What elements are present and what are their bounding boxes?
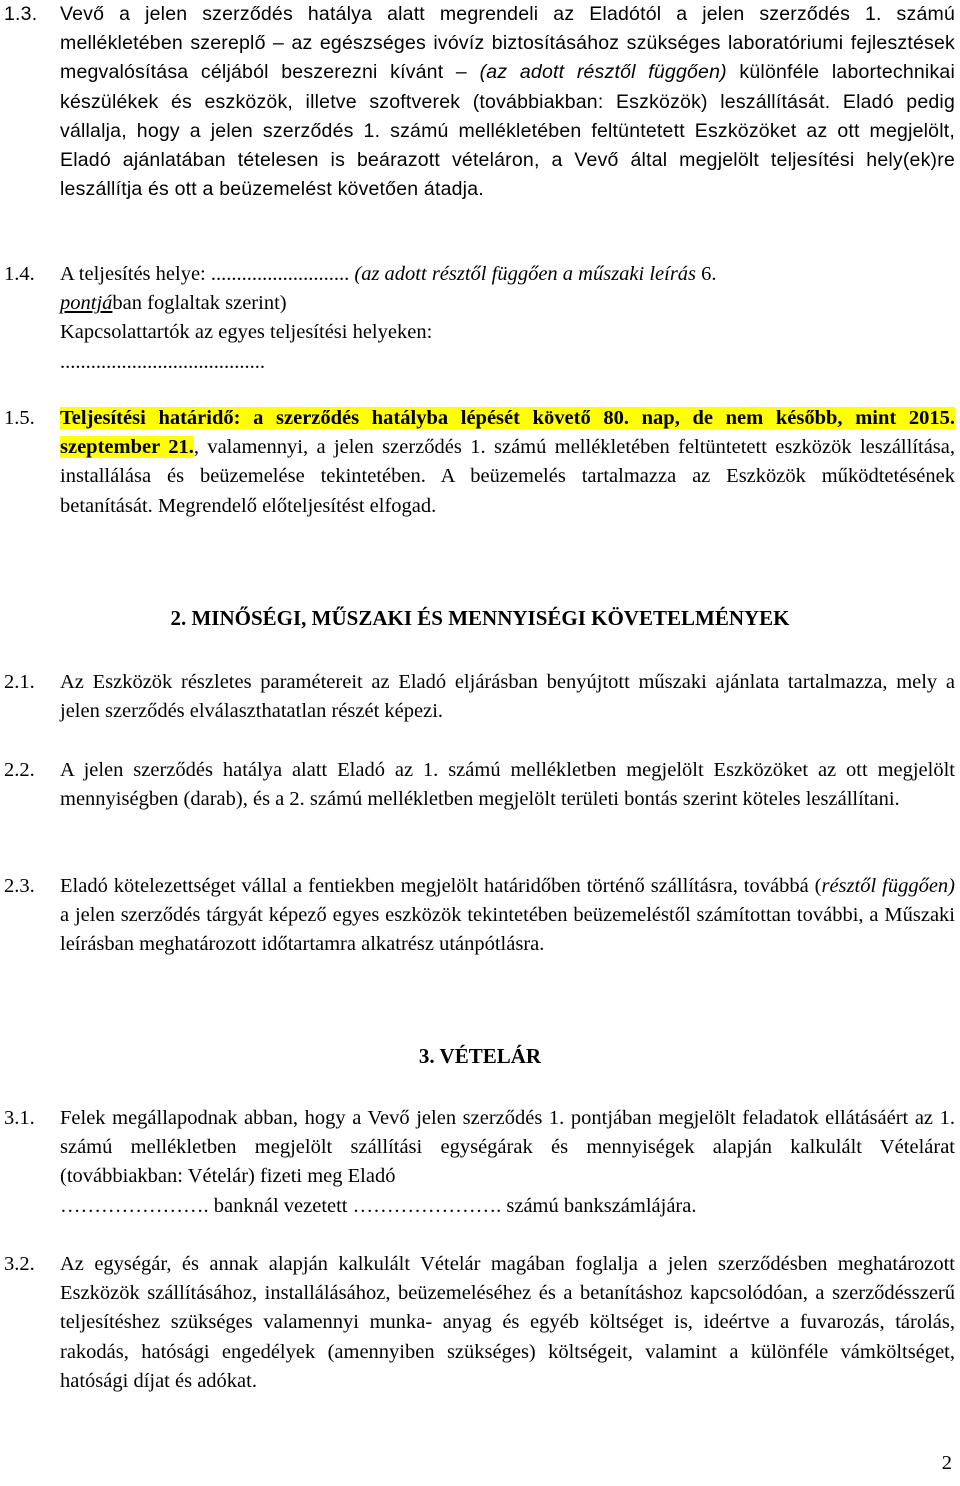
section-1-5-rest: , valamennyi, a jelen szerződés 1. számú mellékletében feltüntetett eszközök leszállítása, installálása és beüzemelése tekintetében. A beüzemelés tartalmazza az Eszközök működtetésének betanítását. Megrendelő előteljesítést elfogad. xyxy=(60,436,956,517)
section-1-4-italic2: pontjá xyxy=(60,292,113,315)
section-number-3-1: 3.1. xyxy=(4,1107,35,1129)
section-2-3-text xyxy=(60,872,955,960)
section-1-4-six: 6. xyxy=(701,263,717,285)
section-1-4-italic1: (az adott résztől függően a műszaki leírás xyxy=(354,263,697,285)
section-1-5-text xyxy=(60,404,955,521)
section-2-3-part1: Eladó kötelezettséget vállal a fentiekben megjelölt határidőben történő szállításra, továbbá ( xyxy=(60,875,822,897)
section-number-2-1: 2.1. xyxy=(4,671,35,693)
section-3-1-text xyxy=(60,1104,955,1221)
section-2-3-part2: a jelen szerződés tárgyát képező egyes eszközök tekintetében beüzemeléstől számítottan további, a Műszaki leírásban meghatározott időtartamra alkatrész utánpótlásra. xyxy=(60,904,955,956)
section-1-4-text xyxy=(60,260,955,377)
section-2-2-text: A jelen szerződés hatálya alatt Eladó az 1. számú mellékletben megjelölt Eszközöket az ott megjelölt mennyiségben (darab), és a 2. számú mellékletben megjelölt területi bontás szerint köteles leszállítani. xyxy=(60,759,955,811)
section-number-1-5: 1.5. xyxy=(4,407,35,429)
section-1-4-after: ban foglaltak szerint) xyxy=(112,292,287,315)
page-number: 2 xyxy=(941,1452,952,1474)
section-number-3-2: 3.2. xyxy=(4,1253,35,1275)
section-1-3-text xyxy=(60,0,955,204)
section-1-3-part2: különféle labortechnikai készülékek és eszközök, illetve szoftverek (továbbiakban: Eszközök) leszállítását. Eladó pedig vállalja, hogy a jelen szerződés 1. számú mellékletében feltüntetett Eszközöket az ott megjelölt, Eladó ajánlatában tételesen is beárazott vételáron, a Vevő által megjelölt teljesítési hely(ek)re leszállítja és ott a beüzemelést követően átadja. xyxy=(60,61,955,201)
section-number-1-4: 1.4. xyxy=(4,263,35,285)
contacts-dots: ........................................ xyxy=(60,350,265,373)
section-number-2-3: 2.3. xyxy=(4,875,35,897)
place-of-performance-label: A teljesítés helye: ........................... xyxy=(60,263,350,285)
bank-account-line: …………………. banknál vezetett …………………. számú bankszámlájára. xyxy=(60,1194,697,1217)
section-number-2-2: 2.2. xyxy=(4,759,35,781)
heading-section-3: 3. VÉTELÁR xyxy=(418,1044,542,1068)
contacts-label: Kapcsolattartók az egyes teljesítési helyeken: xyxy=(60,321,433,344)
section-3-2-text: Az egységár, és annak alapján kalkulált Vételár magában foglalja a jelen szerződésben meghatározott Eszközök szállításához, installálásához, beüzemeléséhez és a betanításhoz kapcsolódóan, a szerződésszerű teljesítéshez szükséges valamennyi munka- anyag és egyéb költséget is, ideértve a fuvarozás, tárolás, rakodás, hatósági engedélyek (amennyiben szükséges) költségeit, valamint a különféle vámköltséget, hatósági díjat és adókat. xyxy=(60,1253,955,1392)
section-2-3-italic: résztől függően) xyxy=(821,875,955,897)
section-1-3-italic: (az adott résztől függően) xyxy=(479,61,727,84)
section-number-1-3: 1.3. xyxy=(4,3,38,25)
section-1-3-part1: Vevő a jelen szerződés hatálya alatt megrendeli az Eladótól a jelen szerződés 1. számú mellékletében szereplő – az egészséges ivóvíz biztosításához szükséges laboratóriumi fejlesztések megvalósítása céljából beszerezni kívánt – xyxy=(60,3,955,84)
section-2-1-text: Az Eszközök részletes paramétereit az Eladó eljárásban benyújtott műszaki ajánlata tartalmazza, mely a jelen szerződés elválaszthatatlan részét képezi. xyxy=(60,671,955,723)
deadline-highlight: Teljesítési határidő: a szerződés hatályba lépését követő 80. nap, de nem később, mint 2015. szeptember 21. xyxy=(60,407,955,459)
heading-section-2: 2. MINŐSÉGI, MŰSZAKI ÉS MENNYISÉGI KÖVETELMÉNYEK xyxy=(170,606,790,630)
section-3-1-main: Felek megállapodnak abban, hogy a Vevő jelen szerződés 1. pontjában megjelölt feladatok ellátásáért az 1. számú mellékletben megjelölt szállítási egységárak és mennyiségek alapján kalkulált Vételárat (továbbiakban: Vételár) fizeti meg Eladó xyxy=(60,1107,955,1188)
